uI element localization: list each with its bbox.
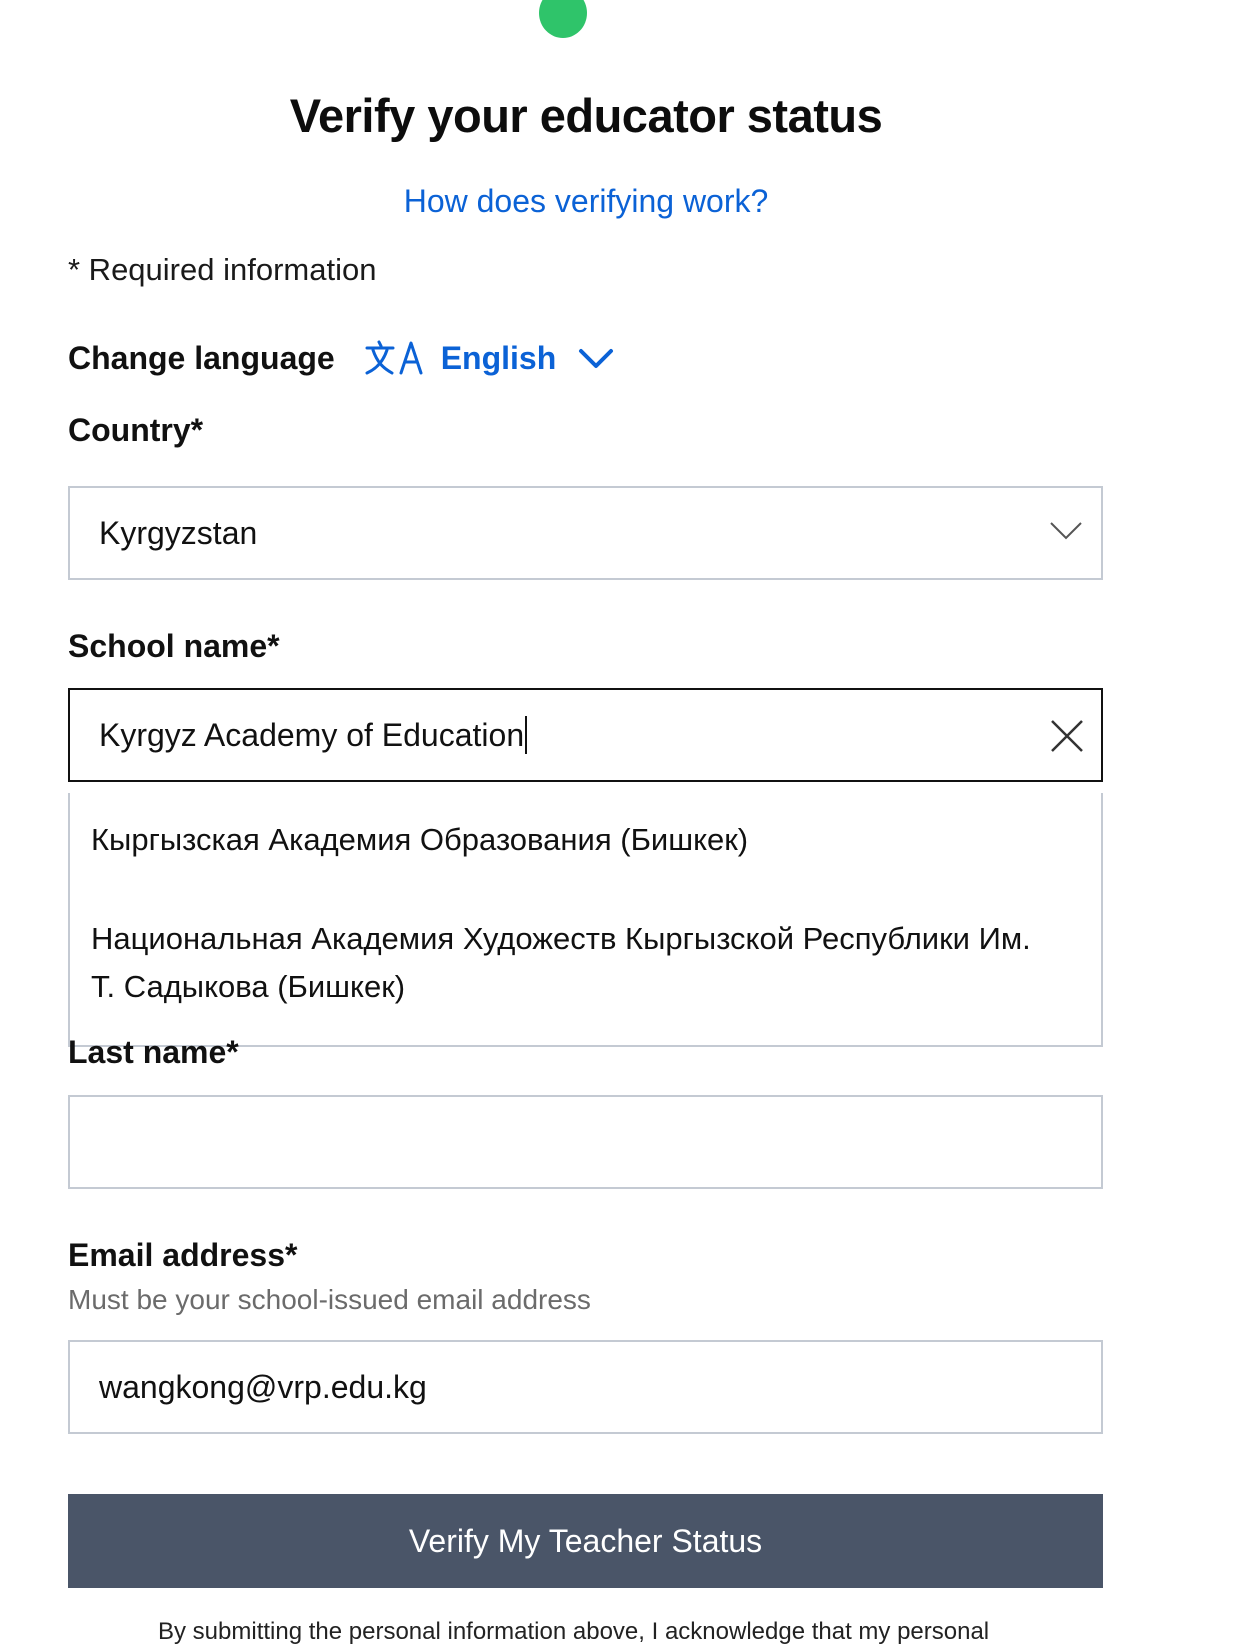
page-title: Verify your educator status <box>289 89 883 142</box>
language-selector[interactable] <box>365 338 615 378</box>
language-value: English <box>440 339 557 376</box>
school-name-input[interactable] <box>68 688 1103 782</box>
language-row <box>68 336 614 380</box>
chevron-down-icon <box>1049 520 1083 542</box>
how-verifying-works-link[interactable]: How does verifying work? <box>403 183 769 219</box>
verify-submit-button[interactable]: Verify My Teacher Status <box>68 1494 1103 1588</box>
school-name-label: School name* <box>68 628 280 664</box>
suggestion-item[interactable]: Национальная Академия Художеств Кыргызской Республики Им. Т. Садыкова (Бишкек) <box>91 921 1031 1004</box>
email-input[interactable] <box>68 1340 1103 1434</box>
chevron-down-icon <box>578 346 614 370</box>
translate-icon <box>365 338 427 378</box>
required-info-note: * Required information <box>68 252 377 287</box>
school-suggestions-list <box>68 793 1103 1047</box>
email-label: Email address* <box>68 1237 298 1273</box>
change-language-label: Change language <box>68 339 335 376</box>
country-select[interactable] <box>68 486 1103 580</box>
email-value: wangkong@vrp.edu.kg <box>99 1368 427 1405</box>
school-name-value: Kyrgyz Academy of Education <box>99 690 527 780</box>
last-name-input[interactable] <box>68 1095 1103 1189</box>
logo-icon <box>539 0 587 38</box>
disclaimer-text: By submitting the personal information above, I acknowledge that my personal <box>158 1618 990 1645</box>
suggestion-item[interactable]: Кыргызская Академия Образования (Бишкек) <box>91 822 749 857</box>
last-name-label: Last name* <box>68 1034 239 1070</box>
text-caret <box>525 716 527 754</box>
email-hint: Must be your school-issued email address <box>68 1284 591 1315</box>
close-icon[interactable] <box>1049 718 1085 754</box>
country-label: Country* <box>68 412 204 448</box>
country-value: Kyrgyzstan <box>99 514 258 551</box>
